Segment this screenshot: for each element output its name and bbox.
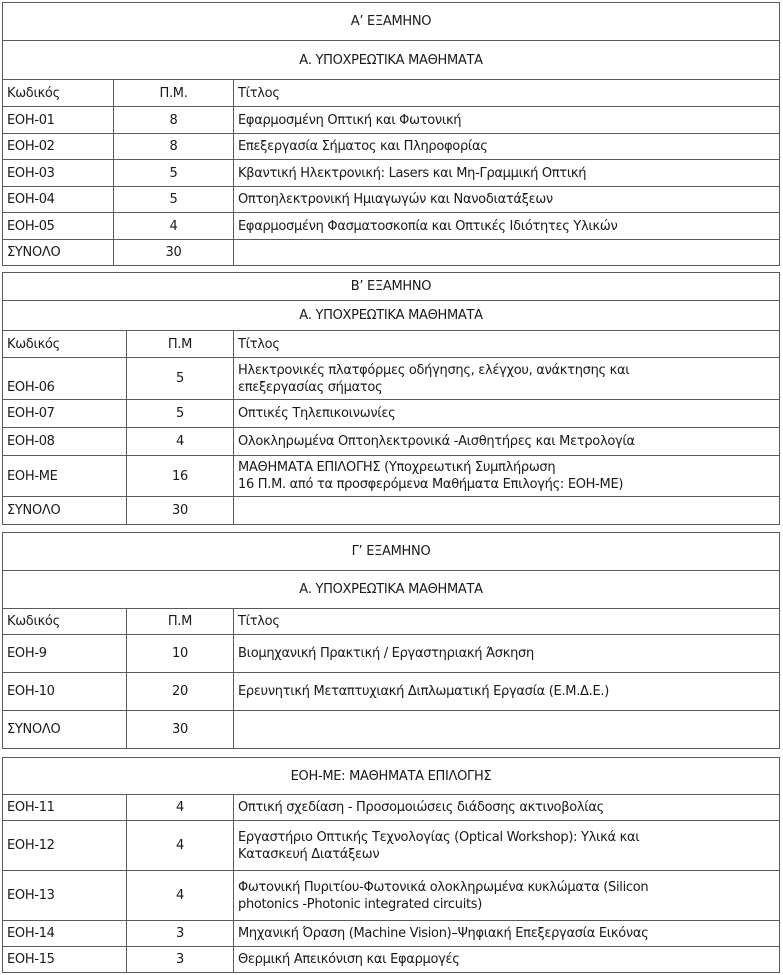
total-row bbox=[3, 711, 780, 749]
course-ects: 4 bbox=[127, 428, 234, 456]
table-row bbox=[3, 187, 780, 213]
course-code: ΕΟΗ-10 bbox=[3, 673, 127, 711]
course-title: Βιομηχανική Πρακτική / Εργαστηριακή Άσκηση bbox=[234, 635, 780, 673]
course-code: ΕΟΗ-15 bbox=[3, 947, 127, 973]
section-subtitle: Α. ΥΠΟΧΡΕΩΤΙΚΑ ΜΑΘΗΜΑΤΑ bbox=[3, 41, 780, 80]
total-empty bbox=[234, 240, 780, 266]
table-row bbox=[3, 160, 780, 187]
course-ects: 4 bbox=[114, 213, 234, 240]
course-title: Μηχανική Όραση (Machine Vision)–Ψηφιακή Επεξεργασία Εικόνας bbox=[234, 921, 780, 947]
course-ects: 8 bbox=[114, 134, 234, 160]
header-row bbox=[3, 80, 780, 107]
course-title: Θερμική Απεικόνιση και Εφαρμογές bbox=[234, 947, 780, 973]
course-code: ΕΟΗ-9 bbox=[3, 635, 127, 673]
semester-title: Α’ ΕΞΑΜΗΝΟ bbox=[3, 3, 780, 41]
course-code: ΕΟΗ-02 bbox=[3, 134, 114, 160]
table-row bbox=[3, 635, 780, 673]
table-row bbox=[3, 673, 780, 711]
header-title: Τίτλος bbox=[234, 609, 780, 635]
total-label: ΣΥΝΟΛΟ bbox=[3, 711, 127, 749]
total-label: ΣΥΝΟΛΟ bbox=[3, 240, 114, 266]
course-code: ΕΟΗ-03 bbox=[3, 160, 114, 187]
header-ects: Π.Μ bbox=[127, 331, 234, 358]
course-title: Οπτική σχεδίαση - Προσομοιώσεις διάδοσης ακτινοβολίας bbox=[234, 795, 780, 821]
total-empty bbox=[234, 497, 780, 525]
header-ects: Π.Μ. bbox=[114, 80, 234, 107]
course-ects: 3 bbox=[127, 947, 234, 973]
course-code: ΕΟΗ-05 bbox=[3, 213, 114, 240]
course-title: Οπτοηλεκτρονική Ημιαγωγών και Νανοδιατάξεων bbox=[234, 187, 780, 213]
course-ects: 8 bbox=[114, 107, 234, 134]
course-ects: 20 bbox=[127, 673, 234, 711]
semester-title: Γ’ ΕΞΑΜΗΝΟ bbox=[3, 533, 780, 571]
course-title: Οπτικές Τηλεπικοινωνίες bbox=[234, 400, 780, 428]
total-label: ΣΥΝΟΛΟ bbox=[3, 497, 127, 525]
header-code: Κωδικός bbox=[3, 609, 127, 635]
course-ects: 10 bbox=[127, 635, 234, 673]
header-code: Κωδικός bbox=[3, 80, 114, 107]
course-title bbox=[234, 821, 780, 871]
course-code: ΕΟΗ-13 bbox=[3, 871, 127, 921]
course-code: ΕΟΗ-12 bbox=[3, 821, 127, 871]
course-code: ΕΟΗ-14 bbox=[3, 921, 127, 947]
table-row bbox=[3, 871, 780, 921]
course-ects: 5 bbox=[114, 187, 234, 213]
table-row bbox=[3, 947, 780, 973]
table-row bbox=[3, 821, 780, 871]
course-title-line2: Κατασκευή Διατάξεων bbox=[238, 846, 380, 862]
table-row bbox=[3, 428, 780, 456]
table-row bbox=[3, 107, 780, 134]
course-ects: 5 bbox=[114, 160, 234, 187]
total-row bbox=[3, 240, 780, 266]
electives-title: ΕΟΗ-ΜΕ: ΜΑΘΗΜΑΤΑ ΕΠΙΛΟΓΗΣ bbox=[3, 758, 780, 795]
header-ects: Π.Μ bbox=[127, 609, 234, 635]
course-code: ΕΟΗ-ΜΕ bbox=[3, 456, 127, 497]
table-row bbox=[3, 456, 780, 497]
course-title-line2: photonics -Photonic integrated circuits) bbox=[238, 896, 483, 912]
total-ects: 30 bbox=[127, 497, 234, 525]
course-ects: 5 bbox=[127, 400, 234, 428]
course-title-line2: 16 Π.Μ. από τα προσφερόμενα Μαθήματα Επιλογής: ΕΟΗ-ΜΕ) bbox=[238, 477, 624, 492]
course-title bbox=[234, 456, 780, 497]
course-code: ΕΟΗ-08 bbox=[3, 428, 127, 456]
semester-a-table bbox=[2, 2, 780, 266]
header-code: Κωδικός bbox=[3, 331, 127, 358]
course-ects: 4 bbox=[127, 821, 234, 871]
table-row bbox=[3, 358, 780, 400]
course-title-line1: Εργαστήριο Οπτικής Τεχνολογίας (Optical Workshop): Υλικά και bbox=[238, 829, 640, 845]
semester-c-table bbox=[2, 532, 780, 749]
course-ects: 4 bbox=[127, 795, 234, 821]
total-ects: 30 bbox=[127, 711, 234, 749]
course-code: ΕΟΗ-04 bbox=[3, 187, 114, 213]
table-row bbox=[3, 795, 780, 821]
total-ects: 30 bbox=[114, 240, 234, 266]
course-code: ΕΟΗ-06 bbox=[3, 358, 127, 400]
electives-table bbox=[2, 757, 780, 973]
total-empty bbox=[234, 711, 780, 749]
table-row bbox=[3, 134, 780, 160]
semester-title: Β’ ΕΞΑΜΗΝΟ bbox=[3, 273, 780, 301]
header-row bbox=[3, 609, 780, 635]
course-title-line1: Φωτονική Πυριτίου-Φωτονικά ολοκληρωμένα κυκλώματα (Silicon bbox=[238, 879, 649, 895]
section-subtitle: Α. ΥΠΟΧΡΕΩΤΙΚΑ ΜΑΘΗΜΑΤΑ bbox=[3, 571, 780, 609]
course-title-line1: Ηλεκτρονικές πλατφόρμες οδήγησης, ελέγχου, ανάκτησης και bbox=[238, 362, 630, 378]
course-title-line2: επεξεργασίας σήματος bbox=[238, 379, 383, 395]
course-title: Κβαντική Ηλεκτρονική: Lasers και Μη-Γραμμική Οπτική bbox=[234, 160, 780, 187]
section-subtitle: Α. ΥΠΟΧΡΕΩΤΙΚΑ ΜΑΘΗΜΑΤΑ bbox=[3, 301, 780, 331]
course-code: ΕΟΗ-01 bbox=[3, 107, 114, 134]
course-ects: 4 bbox=[127, 871, 234, 921]
course-title-line1: ΜΑΘΗΜΑΤΑ ΕΠΙΛΟΓΗΣ (Υποχρεωτική Συμπλήρωση bbox=[238, 460, 556, 475]
course-ects: 5 bbox=[127, 358, 234, 400]
course-title bbox=[234, 871, 780, 921]
course-ects: 3 bbox=[127, 921, 234, 947]
course-ects: 16 bbox=[127, 456, 234, 497]
course-code: ΕΟΗ-11 bbox=[3, 795, 127, 821]
semester-b-table bbox=[2, 272, 780, 525]
header-title: Τίτλος bbox=[234, 331, 780, 358]
course-title: Επεξεργασία Σήματος και Πληροφορίας bbox=[234, 134, 780, 160]
total-row bbox=[3, 497, 780, 525]
course-title bbox=[234, 358, 780, 400]
table-row bbox=[3, 213, 780, 240]
course-code: ΕΟΗ-07 bbox=[3, 400, 127, 428]
table-row bbox=[3, 921, 780, 947]
course-title: Εφαρμοσμένη Φασματοσκοπία και Οπτικές Ιδιότητες Υλικών bbox=[234, 213, 780, 240]
header-title: Τίτλος bbox=[234, 80, 780, 107]
course-title: Εφαρμοσμένη Οπτική και Φωτονική bbox=[234, 107, 780, 134]
header-row bbox=[3, 331, 780, 358]
table-row bbox=[3, 400, 780, 428]
course-title: Ολοκληρωμένα Οπτοηλεκτρονικά -Αισθητήρες και Μετρολογία bbox=[234, 428, 780, 456]
course-title: Ερευνητική Μεταπτυχιακή Διπλωματική Εργασία (Ε.Μ.Δ.Ε.) bbox=[234, 673, 780, 711]
